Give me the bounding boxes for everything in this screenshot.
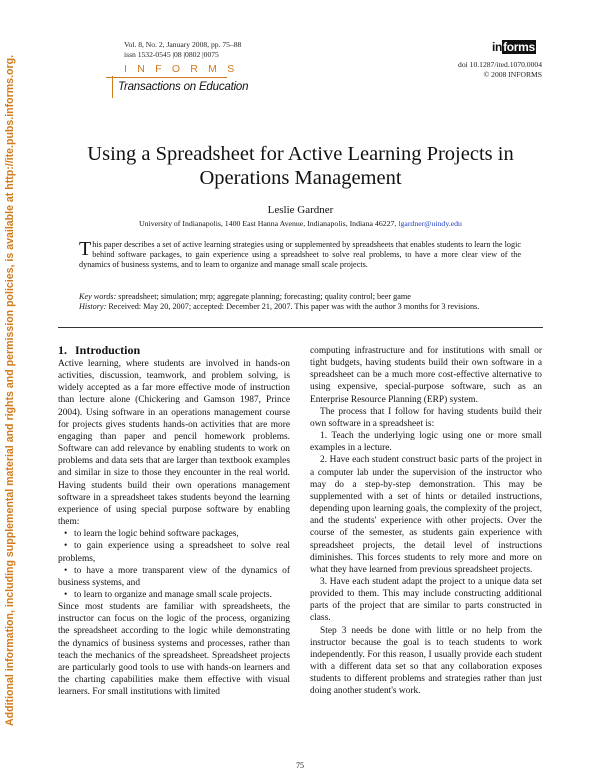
- side-note: Additional information, including supplemental material and rights and permission policies, is available at http://ite.pubs.informs.org.: [4, 54, 16, 726]
- author-name: Leslie Gardner: [267, 204, 334, 216]
- right-paragraph-3: Step 3 needs be done with little or no help from the instructor because the goal is to teach students to work independently. For this reason, I usually provide each student with a different data set so that any collaboration exposes students to different problems and strategies rather than just doing another student's work.: [310, 625, 542, 697]
- intro-paragraph-1: Active learning, where students are involved in hands-on activities, discussion, teamwork, and problem solving, is widely accepted as a far more effective mode of instruction than lecture alone (Chickering and Gamson 1987, Prince 2004). Using software in an operations management course for projects gives students hands-on activities that are more engaging than paper and pencil homework problems. Software can add relevance by enabling students to work on problems and data sets that are larger than textbook examples and similar in size to those they encounter in the real world. Having students build their own operations management software in a spreadsheet takes students beyond the learning experience of using special purpose software by enabling them:: [58, 359, 290, 528]
- step-3: 3. Have each student adapt the project to a unique data set provided to them. This may include constructing additional parts of the project that are similar to parts constructed in class.: [310, 576, 542, 624]
- keywords-block: [79, 292, 521, 312]
- volume-line: Vol. 8, No. 2, January 2008, pp. 75–88: [124, 40, 242, 49]
- step-2: 2. Have each student construct basic parts of the project in a computer lab under the supervision of the instructor who may do a step-by-step demonstration. This may be supplemented with a set of hints or detailed instructions, depending upon learning goals, the complexity of the project, and the students' experience with other projects. Over the course of the semester, as students gain experience with spreadsheet projects, the detail level of instructions diminishes. This forces students to rely more and more on what they have learned from previous spreadsheet projects.: [310, 455, 542, 575]
- logo-right: forms: [503, 40, 535, 54]
- step-1: 1. Teach the underlying logic using one or more small examples in a lecture.: [310, 431, 542, 454]
- bullet-item: • to gain experience using a spreadsheet to solve real problems,: [58, 540, 290, 564]
- informs-logo: [492, 40, 542, 54]
- abstract-rule: [58, 327, 543, 328]
- abstract: [79, 240, 521, 270]
- issn-line: issn 1532-0545 |08 |0802 |0075: [124, 50, 219, 59]
- bullet-item: • to learn the logic behind software packages,: [58, 528, 290, 540]
- header-rule: [106, 77, 227, 78]
- title-line-1: Using a Spreadsheet for Active Learning Projects in: [87, 143, 514, 165]
- bullet-item: • to have a more transparent view of the dynamics of business systems, and: [58, 565, 290, 589]
- title-line-2: Operations Management: [199, 167, 402, 189]
- journal-meta: [124, 40, 241, 60]
- informs-wordmark: INFORMS: [124, 63, 245, 75]
- intro-paragraph-2: Since most students are familiar with spreadsheets, the instructor can focus on the logic of the process, organizing the spreadsheet according to the logic while demonstrating the dynamics of business systems and processes, rather than teach the mechanics of the spreadsheet. Spreadsheet projects are particularly good tools to use with hands-on learners and the charting capabilities make them effective with visual learners. For small institutions with limited: [58, 602, 290, 698]
- abstract-text: his paper describes a set of active learning strategies using or supplemented by spreadsheets that enables students to learn the logic behind software packages, to gain experience using a spreadsheet to solve real problems, to have a more clear view of the dynamics of business systems, and to learn to organize and manage small scale projects.: [79, 240, 521, 269]
- paper-title: [58, 142, 543, 190]
- author-email[interactable]: lgardner@uindy.edu: [398, 219, 462, 228]
- keywords-line: [79, 292, 521, 302]
- right-paragraph-2: The process that I follow for having students build their own software in a spreadsheet is:: [310, 406, 542, 429]
- copyright-line: © 2008 INFORMS: [483, 70, 542, 79]
- section-title: Introduction: [75, 343, 141, 357]
- history-label: History:: [79, 302, 107, 311]
- header-bar: [112, 76, 113, 98]
- section-number: 1.: [58, 343, 67, 357]
- page-number: 75: [296, 761, 304, 770]
- logo-left: in: [492, 40, 503, 54]
- bullet-item: • to learn to organize and manage small scale projects.: [58, 589, 290, 601]
- abstract-dropcap: T: [79, 238, 92, 260]
- history-line: [79, 302, 521, 312]
- keywords-label: Key words:: [79, 292, 117, 301]
- doi-block: [458, 60, 542, 80]
- doi-line: doi 10.1287/ited.1070.0004: [458, 60, 542, 69]
- right-paragraph-1: computing infrastructure and for institutions with small or tight budgets, having students build their own software in a spreadsheet can be a much more cost-effective alternative to using expensive, special-purpose software, such as an Enterprise Resource Planning (ERP) system.: [310, 346, 542, 405]
- affiliation: [58, 219, 543, 228]
- affiliation-text: University of Indianapolis, 1400 East Hanna Avenue, Indianapolis, Indiana 46227,: [139, 219, 397, 228]
- series-name: Transactions on Education: [118, 81, 249, 93]
- right-column: [310, 345, 542, 698]
- section-heading: [58, 343, 290, 357]
- keywords-text: spreadsheet; simulation; mrp; aggregate planning; forecasting; quality control; beer game: [118, 292, 411, 301]
- history-text: Received: May 20, 2007; accepted: December 21, 2007. This paper was with the author 3 months for 3 revisions.: [108, 302, 480, 311]
- left-column: [58, 343, 290, 698]
